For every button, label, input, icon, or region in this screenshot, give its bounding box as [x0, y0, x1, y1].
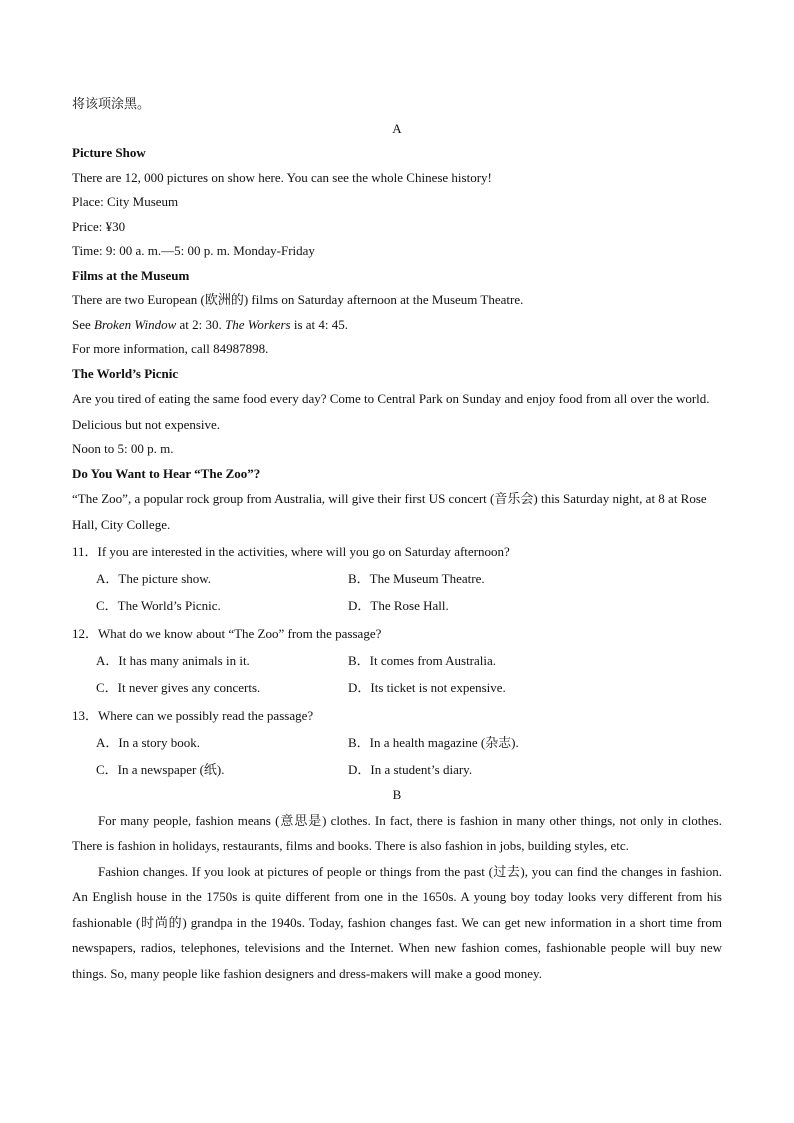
films-info: For more information, call 84987898.	[72, 341, 269, 356]
films-desc: There are two European (欧洲的) films on Saturday afternoon at the Museum Theatre.	[72, 292, 524, 307]
section-b-paragraph: Fashion changes. If you look at pictures of people or things from the past (过去), you can find the changes in fashion. An English house in the 1750s is quite different from one in the 1650s. A young boy today looks very different from his fashionable (时尚的) grandpa in the 1940s. Today, fashion changes fast. We can get new information in a short time from newspapers, radios, telephones, televisions and the Internet. When new fashion comes, fashionable people will buy new things. So, many people like fashion designers and dress-makers will make a good money.	[72, 863, 722, 982]
option-c: C．In a newspaper (纸).	[96, 762, 225, 777]
section-b-paragraph: For many people, fashion means (意思是) clothes. In fact, there is fashion in many other things, not only in clothes. There is fashion in holidays, restaurants, films and books. There is also fashion in jobs, building styles, etc.	[72, 812, 722, 854]
film-the-workers: The Workers	[224, 316, 291, 332]
question-stem: 13．Where can we possibly read the passage?	[72, 708, 314, 723]
film1-time: at 2: 30.	[176, 316, 225, 332]
picnic-desc: Are you tired of eating the same food every day? Come to Central Park on Sunday and enjoy food from all over the world. Delicious but not expensive.	[72, 391, 710, 432]
picnic-title: The World’s Picnic	[72, 365, 179, 381]
option-d: D．Its ticket is not expensive.	[348, 680, 506, 695]
picture-show-time: Time: 9: 00 a. m.—5: 00 p. m. Monday-Friday	[72, 243, 315, 258]
section-b-label: B	[392, 787, 402, 802]
films-title: Films at the Museum	[72, 267, 190, 283]
option-d: D．The Rose Hall.	[348, 598, 449, 613]
question-stem: 12．What do we know about “The Zoo” from the passage?	[72, 626, 382, 641]
option-a: A．It has many animals in it.	[96, 653, 250, 668]
films-see-prefix: See	[72, 316, 95, 332]
option-c: C．The World’s Picnic.	[96, 598, 221, 613]
option-d: D．In a student’s diary.	[348, 762, 473, 777]
picture-show-desc: There are 12, 000 pictures on show here. You can see the whole Chinese history!	[72, 169, 492, 185]
question-options	[96, 565, 722, 619]
zoo-desc: “The Zoo”, a popular rock group from Australia, will give their first US concert (音乐会) this Saturday night, at 8 at Rose Hall, City College.	[72, 491, 707, 532]
picture-show-title: Picture Show	[72, 145, 146, 160]
option-c: C．It never gives any concerts.	[96, 680, 261, 695]
question-options	[96, 647, 722, 701]
question-12	[72, 620, 722, 701]
picture-show-place: Place: City Museum	[72, 194, 179, 209]
option-b: B．The Museum Theatre.	[348, 571, 485, 586]
picture-show-price: Price: ¥30	[72, 218, 126, 234]
option-b: B．It comes from Australia.	[348, 653, 497, 668]
option-b: B．In a health magazine (杂志).	[348, 735, 519, 750]
film-broken-window: Broken Window	[94, 316, 177, 332]
films-schedule	[72, 313, 722, 338]
question-11	[72, 538, 722, 619]
section-a-label: A	[392, 120, 402, 136]
option-a: A．In a story book.	[96, 735, 200, 750]
question-options	[96, 729, 722, 783]
question-13	[72, 702, 722, 783]
picnic-time: Noon to 5: 00 p. m.	[72, 441, 174, 456]
header-note: 将该项涂黑。	[72, 96, 151, 111]
question-stem: 11．If you are interested in the activities, where will you go on Saturday afternoon?	[72, 544, 510, 559]
zoo-title: Do You Want to Hear “The Zoo”?	[72, 465, 261, 481]
film2-time: is at 4: 45.	[290, 316, 349, 332]
option-a: A．The picture show.	[96, 571, 212, 586]
page-content	[72, 92, 722, 987]
